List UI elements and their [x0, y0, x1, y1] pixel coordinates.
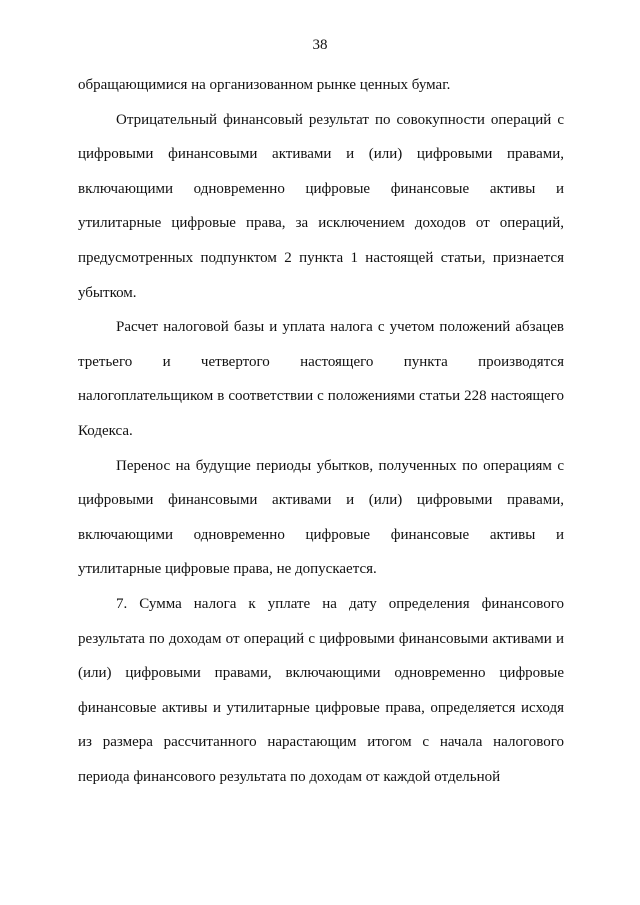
paragraph-item-7: 7. Сумма налога к уплате на дату определения финансового результата по доходам от операций с цифровыми финансовыми активами и (или) цифровыми правами, включающими одновременно цифровые финансовые активы и утилитарные цифровые права, определяется исходя из размера рассчитанного нарастающим итогом с начала налогового периода финансового результата по доходам от каждой отдельной [78, 595, 564, 785]
paragraph-loss-carryforward: Перенос на будущие периоды убытков, полученных по операциям с цифровыми финансовыми активами и (или) цифровыми правами, включающими одновременно цифровые финансовые активы и утилитарные цифровые права, не допускается. [78, 457, 564, 578]
paragraph-tax-base-calculation: Расчет налоговой базы и уплата налога с учетом положений абзацев третьего и четвертого настоящего пункта производятся налогоплательщиком в соответствии с положениями статьи 228 настоящего Кодекса. [78, 319, 564, 439]
document-body [78, 68, 564, 794]
paragraph-continuation: обращающимися на организованном рынке ценных бумаг. [78, 77, 451, 93]
paragraph-negative-result: Отрицательный финансовый результат по совокупности операций с цифровыми финансовыми активами и (или) цифровыми правами, включающими одновременно цифровые финансовые активы и утилитарные цифровые права, за исключением доходов от операций, предусмотренных подпунктом 2 пункта 1 настоящей статьи, признается убытком. [78, 111, 564, 301]
page-number: 38 [312, 37, 328, 53]
